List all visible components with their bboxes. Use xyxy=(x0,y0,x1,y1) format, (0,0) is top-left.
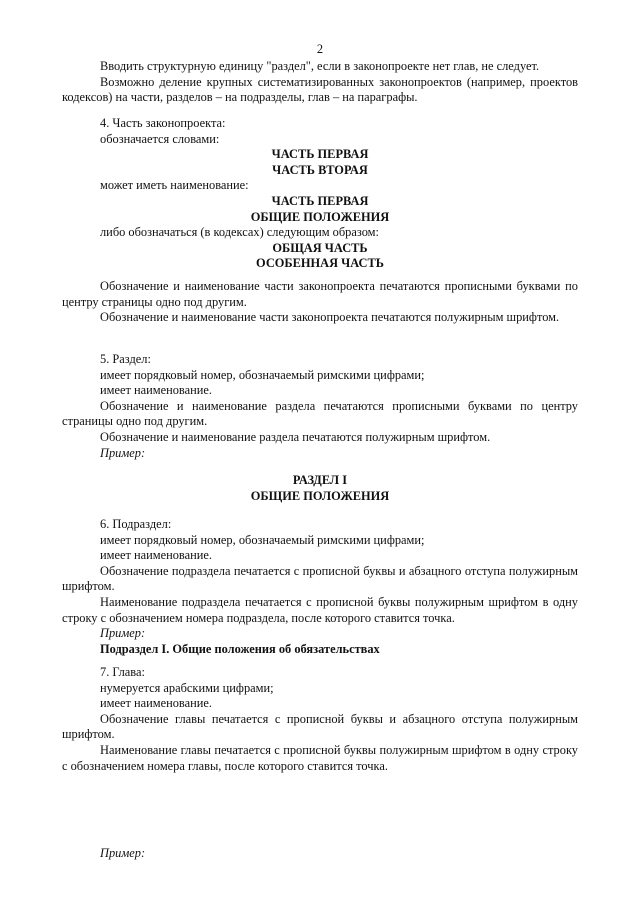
section-heading: 5. Раздел: xyxy=(100,352,151,366)
chapter-paragraph-2: Наименование главы печатается с прописной буквы полужирным шрифтом в одну строку с обозначением номера главы, после которого ставится точка. xyxy=(62,742,578,773)
section-example xyxy=(62,473,578,504)
part-heading: 4. Часть законопроекта: xyxy=(100,116,226,130)
part-example-3-line-1: ОБЩАЯ ЧАСТЬ xyxy=(272,240,368,255)
subsection-example: Подраздел I. Общие положения об обязательствах xyxy=(100,641,380,656)
part-paragraph-1: Обозначение и наименование части законопроекта печатаются прописными буквами по центру страницы одно под другим. xyxy=(62,279,578,309)
part-section xyxy=(62,116,578,272)
section-line-2: имеет наименование. xyxy=(100,383,212,398)
part-paragraph-2: Обозначение и наименование части законопроекта печатаются полужирным шрифтом. xyxy=(100,310,560,325)
intro-block xyxy=(62,59,578,106)
subsection-paragraph-1: Обозначение подраздела печатается с прописной буквы и абзацного отступа полужирным шрифтом. xyxy=(62,563,578,594)
part-example-1 xyxy=(62,147,578,178)
intro-paragraph-1: Вводить структурную единицу "раздел", если в законопроекте нет глав, не следует. xyxy=(100,59,540,73)
section-paragraph-1: Обозначение и наименование раздела печатаются прописными буквами по центру страницы одно под другим. xyxy=(62,398,578,429)
chapter-section xyxy=(62,665,578,774)
chapter-line-1: нумеруется арабскими цифрами; xyxy=(100,680,274,695)
part-example-3-line-2: ОСОБЕННАЯ ЧАСТЬ xyxy=(256,256,384,271)
page-number: 2 xyxy=(316,42,324,56)
part-example-1-line-1: ЧАСТЬ ПЕРВАЯ xyxy=(271,147,369,162)
section-line-1: имеет порядковый номер, обозначаемый римскими цифрами; xyxy=(100,367,425,382)
subsection-line-2: имеет наименование. xyxy=(100,548,212,563)
part-example-2-line-2: ОБЩИЕ ПОЛОЖЕНИЯ xyxy=(250,209,390,224)
part-example-2-line-1: ЧАСТЬ ПЕРВАЯ xyxy=(271,193,369,208)
subsection-line-1: имеет порядковый номер, обозначаемый римскими цифрами; xyxy=(100,532,425,547)
part-line-3: либо обозначаться (в кодексах) следующим образом: xyxy=(100,225,379,240)
subsection-section xyxy=(62,517,578,657)
section-paragraph-2: Обозначение и наименование раздела печатаются полужирным шрифтом. xyxy=(100,429,491,444)
chapter-heading: 7. Глава: xyxy=(100,665,145,679)
part-example-2 xyxy=(62,194,578,225)
chapter-line-2: имеет наименование. xyxy=(100,696,212,711)
chapter-paragraph-1: Обозначение главы печатается с прописной буквы и абзацного отступа полужирным шрифтом. xyxy=(62,711,578,742)
part-example-1-line-2: ЧАСТЬ ВТОРАЯ xyxy=(272,162,368,177)
subsection-heading: 6. Подраздел: xyxy=(100,517,172,531)
footer-example xyxy=(62,846,578,862)
part-rules xyxy=(62,279,578,326)
section-example-line-1: РАЗДЕЛ I xyxy=(292,473,348,487)
subsection-example-label: Пример: xyxy=(100,626,146,641)
section-example-line-2: ОБЩИЕ ПОЛОЖЕНИЯ xyxy=(250,488,390,503)
part-line-2: может иметь наименование: xyxy=(100,178,249,193)
intro-paragraph-2: Возможно деление крупных систематизированных законопроектов (например, проектов кодексов) на части, разделов – на подразделы, глав – на параграфы. xyxy=(62,74,578,105)
footer-example-label: Пример: xyxy=(100,846,146,860)
section-example-label: Пример: xyxy=(100,445,146,460)
part-example-3 xyxy=(62,241,578,272)
subsection-paragraph-2: Наименование подраздела печатается с прописной буквы полужирным шрифтом в одну строку с обозначением номера подраздела, после которого ставится точка. xyxy=(62,594,578,625)
part-line-1: обозначается словами: xyxy=(100,131,220,146)
section-section xyxy=(62,352,578,461)
